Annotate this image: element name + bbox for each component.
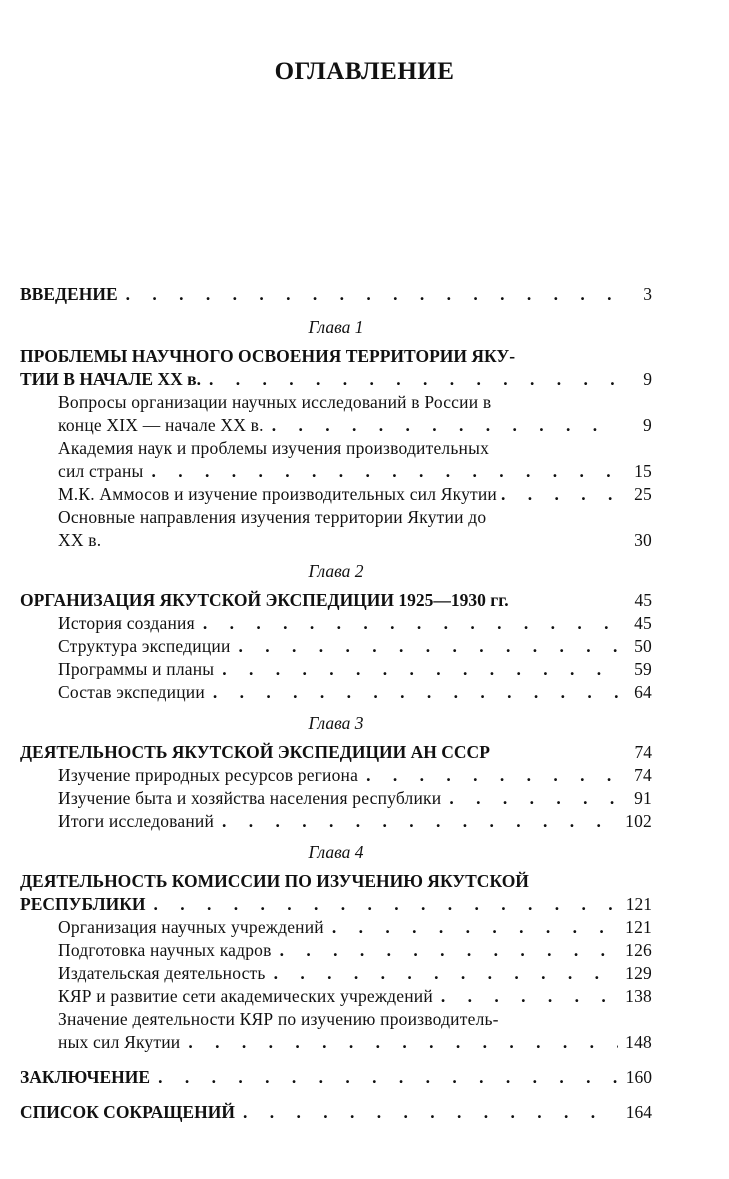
toc-subentry-title: Итоги исследований — [58, 811, 215, 831]
toc-subentry-title: КЯР и развитие сети академических учреждений — [58, 986, 433, 1006]
toc-subentry-title: Программы и планы — [58, 659, 215, 679]
dot-leader — [152, 460, 618, 483]
toc-subentry-title: XX в. — [58, 530, 102, 550]
toc-subentry — [20, 681, 652, 704]
toc-subentry — [20, 414, 652, 437]
chapter-heading-line: ДЕЯТЕЛЬНОСТЬ ЯКУТСКОЙ ЭКСПЕДИЦИИ АН СССР — [20, 742, 490, 762]
toc-subentry-title: Подготовка научных кадров — [58, 940, 272, 960]
dot-leader — [126, 283, 618, 306]
dot-leader — [209, 368, 618, 391]
toc-page-number: 59 — [634, 659, 652, 679]
toc-subentry — [20, 635, 652, 658]
toc-page-number: 3 — [643, 284, 652, 304]
toc-subentry — [20, 962, 652, 985]
toc-subentry-title: История создания — [58, 613, 195, 633]
toc-subentry-line: Основные направления изучения территории Якутии до — [58, 507, 487, 527]
chapter-heading-line: ДЕЯТЕЛЬНОСТЬ КОМИССИИ ПО ИЗУЧЕНИЮ ЯКУТСКОЙ — [20, 871, 529, 891]
toc-subentry-line: Значение деятельности КЯР по изучению производитель- — [58, 1009, 499, 1029]
toc-page-number: 91 — [634, 788, 652, 808]
toc-page-number: 121 — [625, 894, 652, 914]
toc-subentry-title: Организация научных учреждений — [58, 917, 324, 937]
toc-subentry-title: конце XIX — начале XX в. — [58, 415, 264, 435]
toc-page-number: 138 — [625, 986, 652, 1006]
toc-subentry — [20, 939, 652, 962]
dot-leader — [213, 681, 618, 704]
toc-subentry — [20, 483, 652, 506]
toc-page-number: 64 — [634, 682, 652, 702]
toc-entry-intro — [20, 283, 652, 306]
toc-subentry-title: Структура экспедиции — [58, 636, 231, 656]
toc-subentry — [20, 764, 652, 787]
toc-subentry — [20, 985, 652, 1008]
toc-subentry-title: М.К. Аммосов и изучение производительных сил Якутии — [58, 484, 498, 504]
toc-subentry — [20, 460, 652, 483]
toc-page-number: 74 — [634, 765, 652, 785]
toc-page-number: 126 — [625, 940, 652, 960]
toc-page-number: 164 — [625, 1102, 652, 1122]
toc-subentry-title: Изучение быта и хозяйства населения республики — [58, 788, 442, 808]
toc-page-number: 74 — [634, 742, 652, 762]
toc-entry-chapter-3 — [20, 741, 652, 764]
toc-entry-chapter-2 — [20, 589, 652, 612]
toc-page-number: 30 — [634, 530, 652, 550]
toc-entry-title: СПИСОК СОКРАЩЕНИЙ — [20, 1102, 235, 1122]
chapter-label: Глава 4 — [308, 842, 364, 862]
chapter-heading-line: ТИИ В НАЧАЛЕ XX в. — [20, 369, 201, 389]
toc-page-number: 50 — [634, 636, 652, 656]
toc-page-number: 160 — [625, 1067, 652, 1087]
toc-page-number: 45 — [634, 613, 652, 633]
toc-entry-title: ЗАКЛЮЧЕНИЕ — [20, 1067, 151, 1087]
toc-subentry-line: Академия наук и проблемы изучения производительных — [58, 438, 490, 458]
toc-subentry — [20, 916, 652, 939]
dot-leader — [441, 985, 618, 1008]
dot-leader — [188, 1031, 618, 1054]
chapter-label: Глава 3 — [308, 713, 364, 733]
toc-page-number: 148 — [625, 1032, 652, 1052]
toc-subentry — [20, 612, 652, 635]
toc-subentry — [20, 529, 652, 552]
chapter-label: Глава 1 — [308, 317, 364, 337]
toc-page-number: 45 — [634, 590, 652, 610]
toc-subentry — [20, 810, 652, 833]
chapter-heading-line: РЕСПУБЛИКИ — [20, 894, 146, 914]
toc-subentry — [20, 658, 652, 681]
dot-leader — [203, 612, 618, 635]
toc-subentry-title: сил страны — [58, 461, 144, 481]
toc-entry-conclusion — [20, 1066, 652, 1089]
toc-entry-title: ВВЕДЕНИЕ — [20, 284, 118, 304]
dot-leader — [332, 916, 618, 939]
dot-leader — [243, 1101, 618, 1124]
toc-subentry — [20, 1031, 652, 1054]
dot-leader — [239, 635, 618, 658]
toc-entry-chapter-1 — [20, 368, 652, 391]
toc-entry-chapter-4 — [20, 893, 652, 916]
chapter-heading-line: ОРГАНИЗАЦИЯ ЯКУТСКОЙ ЭКСПЕДИЦИИ 1925—1930 гг. — [20, 590, 509, 610]
chapter-label: Глава 2 — [308, 561, 364, 581]
toc-page-number: 9 — [643, 369, 652, 389]
dot-leader — [158, 1066, 618, 1089]
toc-subentry-line: Вопросы организации научных исследований в России в — [58, 392, 492, 412]
toc-subentry-title: Издательская деятельность — [58, 963, 266, 983]
page-title: ОГЛАВЛЕНИЕ — [274, 58, 455, 85]
toc-subentry-title: Состав экспедиции — [58, 682, 205, 702]
dot-leader — [274, 962, 618, 985]
toc-entry-abbreviations — [20, 1101, 652, 1124]
dot-leader — [272, 414, 618, 437]
toc-page-number: 15 — [634, 461, 652, 481]
dot-leader — [222, 810, 618, 833]
toc-page-number: 129 — [625, 963, 652, 983]
dot-leader — [501, 483, 618, 506]
dot-leader — [154, 893, 618, 916]
chapter-heading-line: ПРОБЛЕМЫ НАУЧНОГО ОСВОЕНИЯ ТЕРРИТОРИИ ЯКУ- — [20, 346, 516, 366]
dot-leader — [366, 764, 618, 787]
toc-page-number: 121 — [625, 917, 652, 937]
toc-page-number: 25 — [634, 484, 652, 504]
toc-subentry-title: Изучение природных ресурсов региона — [58, 765, 359, 785]
toc-subentry — [20, 787, 652, 810]
dot-leader — [449, 787, 618, 810]
toc-page-number: 9 — [643, 415, 652, 435]
dot-leader — [222, 658, 618, 681]
toc-subentry-title: ных сил Якутии — [58, 1032, 181, 1052]
toc-page-number: 102 — [625, 811, 652, 831]
dot-leader — [280, 939, 618, 962]
table-of-contents — [20, 283, 652, 1124]
